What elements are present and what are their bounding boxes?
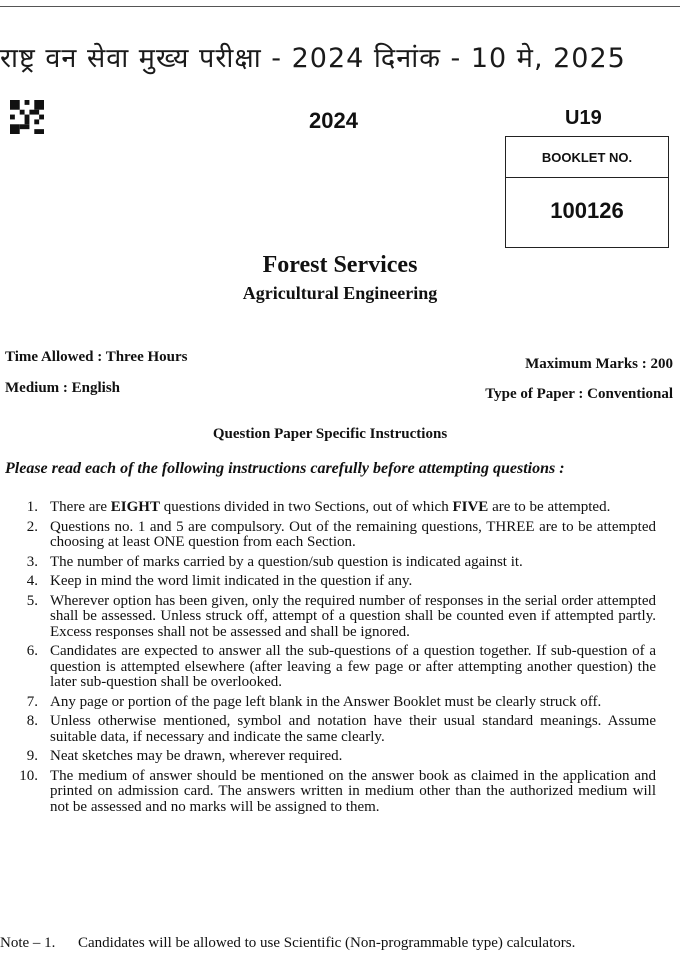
instruction-text: Neat sketches may be drawn, wherever required. [50,748,343,764]
note-text: Candidates will be allowed to use Scientific (Non-programmable type) calculators. [78,935,576,951]
instruction-number: 9. [26,748,38,764]
section-heading: Question Paper Specific Instructions [212,426,448,442]
instruction-text: The medium of answer should be mentioned on the answer book as claimed in the application and printed on admission card. The answers written in medium other than the authorized medium will not be assessed and no marks will be assigned to them. [50,767,656,815]
instruction-text: Any page or portion of the page left blank in the Answer Booklet must be clearly struck off. [50,693,602,710]
page-title: Forest Services [262,252,418,278]
handwritten-header: राष्ट्र वन सेवा मुख्य परीक्षा - 2024 दिनांक - 10 मे, 2025 [0,43,626,74]
maximum-marks: Maximum Marks : 200 [525,356,673,372]
instruction-item [0,555,656,571]
instruction-number: 6. [26,643,38,659]
booklet-number: 100126 [550,198,624,223]
instruction-number: 2. [26,518,38,535]
type-of-paper: Type of Paper : Conventional [485,386,673,402]
instruction-text: Keep in mind the word limit indicated in the question if any. [50,573,413,589]
instruction-item [0,714,656,745]
instruction-text: Questions no. 1 and 5 are compulsory. Out of the remaining questions, THREE are to be attempted choosing at least ONE question from each Section. [50,518,656,550]
exam-year: 2024 [309,108,358,133]
booklet-number-box [505,136,669,248]
booklet-label: BOOKLET NO. [506,137,668,178]
instruction-number: 4. [26,573,38,589]
instruction-text: There are EIGHT questions divided in two Sections, out of which FIVE are to be attempted. [50,499,611,515]
instruction-text: Unless otherwise mentioned, symbol and notation have their usual standard meanings. Assume suitable data, if necessary and indicate the same clearly. [50,713,656,745]
qr-code-icon [10,100,44,134]
instruction-number: 5. [26,592,38,609]
instruction-number: 8. [26,713,38,729]
instruction-item [0,594,656,641]
instruction-item [0,695,656,711]
paper-code: U19 [565,107,602,129]
instructions-list [0,500,656,819]
instruction-number: 1. [26,499,38,515]
medium: Medium : English [5,380,121,396]
instruction-text: Wherever option has been given, only the required number of responses in the serial order attempted shall be assessed. Unless struck off, attempt of a question shall be counted even if attempted partly. Excess responses shall not be assessed and shall be ignored. [50,592,656,640]
instruction-text: The number of marks carried by a question/sub question is indicated against it. [50,553,523,570]
note-label: Note – 1. [0,935,56,951]
instruction-number: 10. [19,767,38,784]
time-allowed: Time Allowed : Three Hours [5,349,188,365]
instructions-intro: Please read each of the following instructions carefully before attempting questions : [5,460,565,477]
instruction-item [0,644,656,691]
instruction-item [0,574,656,590]
instruction-item [0,500,656,516]
instruction-number: 3. [26,553,38,570]
page-subtitle: Agricultural Engineering [242,283,438,303]
instruction-item [0,769,656,816]
instruction-item [0,749,656,765]
top-border-line [0,6,680,7]
instruction-item [0,520,656,551]
instruction-number: 7. [26,693,38,710]
instruction-text: Candidates are expected to answer all the sub-questions of a question together. If sub-question of a question is attempted elsewhere (after leaving a few page or after attempting another question) the later sub-question shall be overlooked. [50,643,656,690]
